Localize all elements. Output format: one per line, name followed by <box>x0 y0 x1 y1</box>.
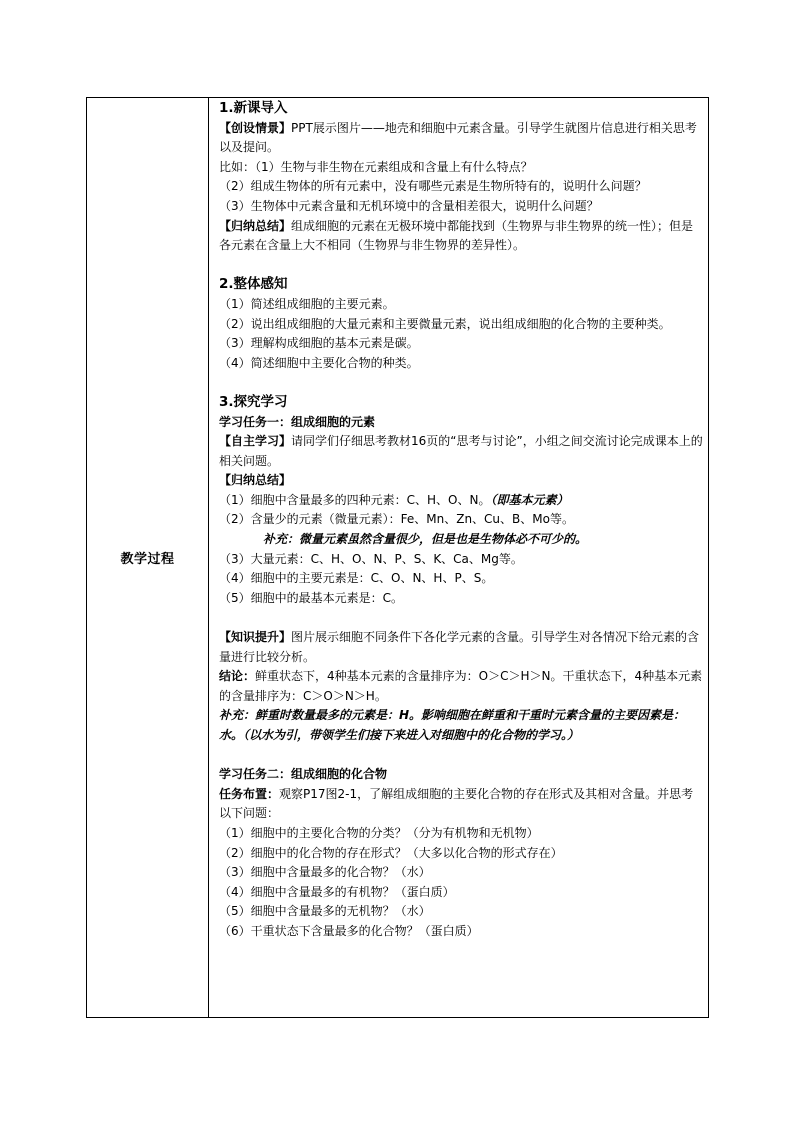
spacer <box>219 746 703 766</box>
list-item: （2）细胞中的化合物的存在形式？（大多以化合物的形式存在） <box>219 845 563 860</box>
table-row <box>87 98 709 1018</box>
tag-knowledge: 【知识提升】 <box>219 630 292 645</box>
section-title-explore: 3.探究学习 <box>219 393 288 410</box>
content-body <box>209 98 708 942</box>
paragraph-supplement <box>219 706 703 745</box>
tag-scenario: 【创设情景】 <box>219 120 292 135</box>
paragraph-knowledge <box>219 628 703 667</box>
text-supplement: 鲜重时数量最多的元素是：H。影响细胞在鲜重和干重时元素含量的主要因素是：水。（以水为引，带领学生们接下来进入对细胞中的化合物的学习。） <box>219 708 686 742</box>
spacer <box>219 373 703 393</box>
section-title-intro: 1.新课导入 <box>219 100 288 116</box>
list-item: （5）细胞中含量最多的无机物？（水） <box>219 904 431 919</box>
list-item: （1）简述组成细胞的主要元素。 <box>219 296 395 311</box>
tag-supplement: 补充： <box>219 708 256 723</box>
paragraph-conclusion <box>219 667 703 706</box>
row-label: 教学过程 <box>120 552 175 567</box>
list-item: （2）含量少的元素（微量元素）：Fe、Mn、Zn、Cu、B、Mo等。 <box>219 512 574 527</box>
paragraph-scenario <box>219 119 703 158</box>
paragraph-summary <box>219 217 703 256</box>
list-item: （4）细胞中的主要元素是：C、O、N、H、P、S。 <box>219 571 494 586</box>
list-item: （1）细胞中的主要化合物的分类？（分为有机物和无机物） <box>219 825 539 840</box>
note-basic-elements: （即基本元素） <box>490 492 569 507</box>
list-item: （3）大量元素：C、H、O、N、P、S、K、Ca、Mg等。 <box>219 551 523 566</box>
list-item: （4）简述细胞中主要化合物的种类。 <box>219 355 419 370</box>
tag-summary: 【归纳总结】 <box>219 218 292 233</box>
list-item: （5）细胞中的最基本元素是：C。 <box>219 590 404 605</box>
text-basic-elements: （1）细胞中含量最多的四种元素：C、H、O、N。 <box>219 492 491 507</box>
paragraph-question-1: 比如：（1）生物与非生物在元素组成和含量上有什么特点？ <box>219 159 533 174</box>
spacer <box>219 256 703 276</box>
text-summary: 组成细胞的元素在无极环境中都能找到（生物界与非生物界的统一性）；但是各元素在含量上大不相同（生物界与非生物界的差异性）。 <box>219 218 694 253</box>
tag-assignment: 任务布置： <box>219 786 280 801</box>
list-item: （6）干重状态下含量最多的化合物？（蛋白质） <box>219 923 479 938</box>
text-assignment: 观察P17图2-1，了解组成细胞的主要化合物的存在形式及其相对含量。并思考以下问题： <box>219 786 694 821</box>
task-one-heading: 学习任务一：组成细胞的元素 <box>219 414 376 429</box>
text-knowledge: 图片展示细胞不同条件下各化学元素的含量。引导学生对各情况下给元素的含量进行比较分析。 <box>219 630 700 664</box>
tag-summary-2: 【归纳总结】 <box>219 473 292 488</box>
note-trace-elements: 补充：微量元素虽然含量很少，但是也是生物体必不可少的。 <box>263 532 588 547</box>
section-title-overview: 2.整体感知 <box>219 276 288 293</box>
list-item: （3）理解构成细胞的基本元素是碳。 <box>219 336 419 351</box>
lesson-table <box>86 97 709 1018</box>
spacer <box>219 608 703 628</box>
list-item: （2）说出组成细胞的大量元素和主要微量元素，说出组成细胞的化合物的主要种类。 <box>219 316 671 331</box>
paragraph-assignment <box>219 785 703 824</box>
paragraph-question-3: （3）生物体中元素含量和无机环境中的含量相差很大，说明什么问题？ <box>219 198 599 213</box>
content-cell <box>209 98 709 1018</box>
task-two-heading: 学习任务二：组成细胞的化合物 <box>219 767 388 782</box>
text-conclusion: 鲜重状态下，4种基本元素的含量排序为：O＞C＞H＞N。干重状态下，4种基本元素的含量排序为：C＞O＞N＞H。 <box>219 669 703 703</box>
tag-self-study: 【自主学习】 <box>219 434 292 449</box>
paragraph-question-2: （2）组成生物体的所有元素中，没有哪些元素是生物所特有的，说明什么问题？ <box>219 179 647 194</box>
paragraph-self-study <box>219 432 703 471</box>
list-item: （4）细胞中含量最多的有机物？（蛋白质） <box>219 884 455 899</box>
text-self-study: 请同学们仔细思考教材16页的“思考与讨论”，小组之间交流讨论完成课本上的相关问题。 <box>219 434 703 468</box>
tag-conclusion: 结论： <box>219 669 256 684</box>
text-scenario: PPT展示图片——地壳和细胞中元素含量。引导学生就图片信息进行相关思考以及提问。 <box>219 120 697 155</box>
row-label-cell <box>87 98 209 1018</box>
list-item <box>219 491 703 511</box>
list-item: （3）细胞中含量最多的化合物？（水） <box>219 865 431 880</box>
